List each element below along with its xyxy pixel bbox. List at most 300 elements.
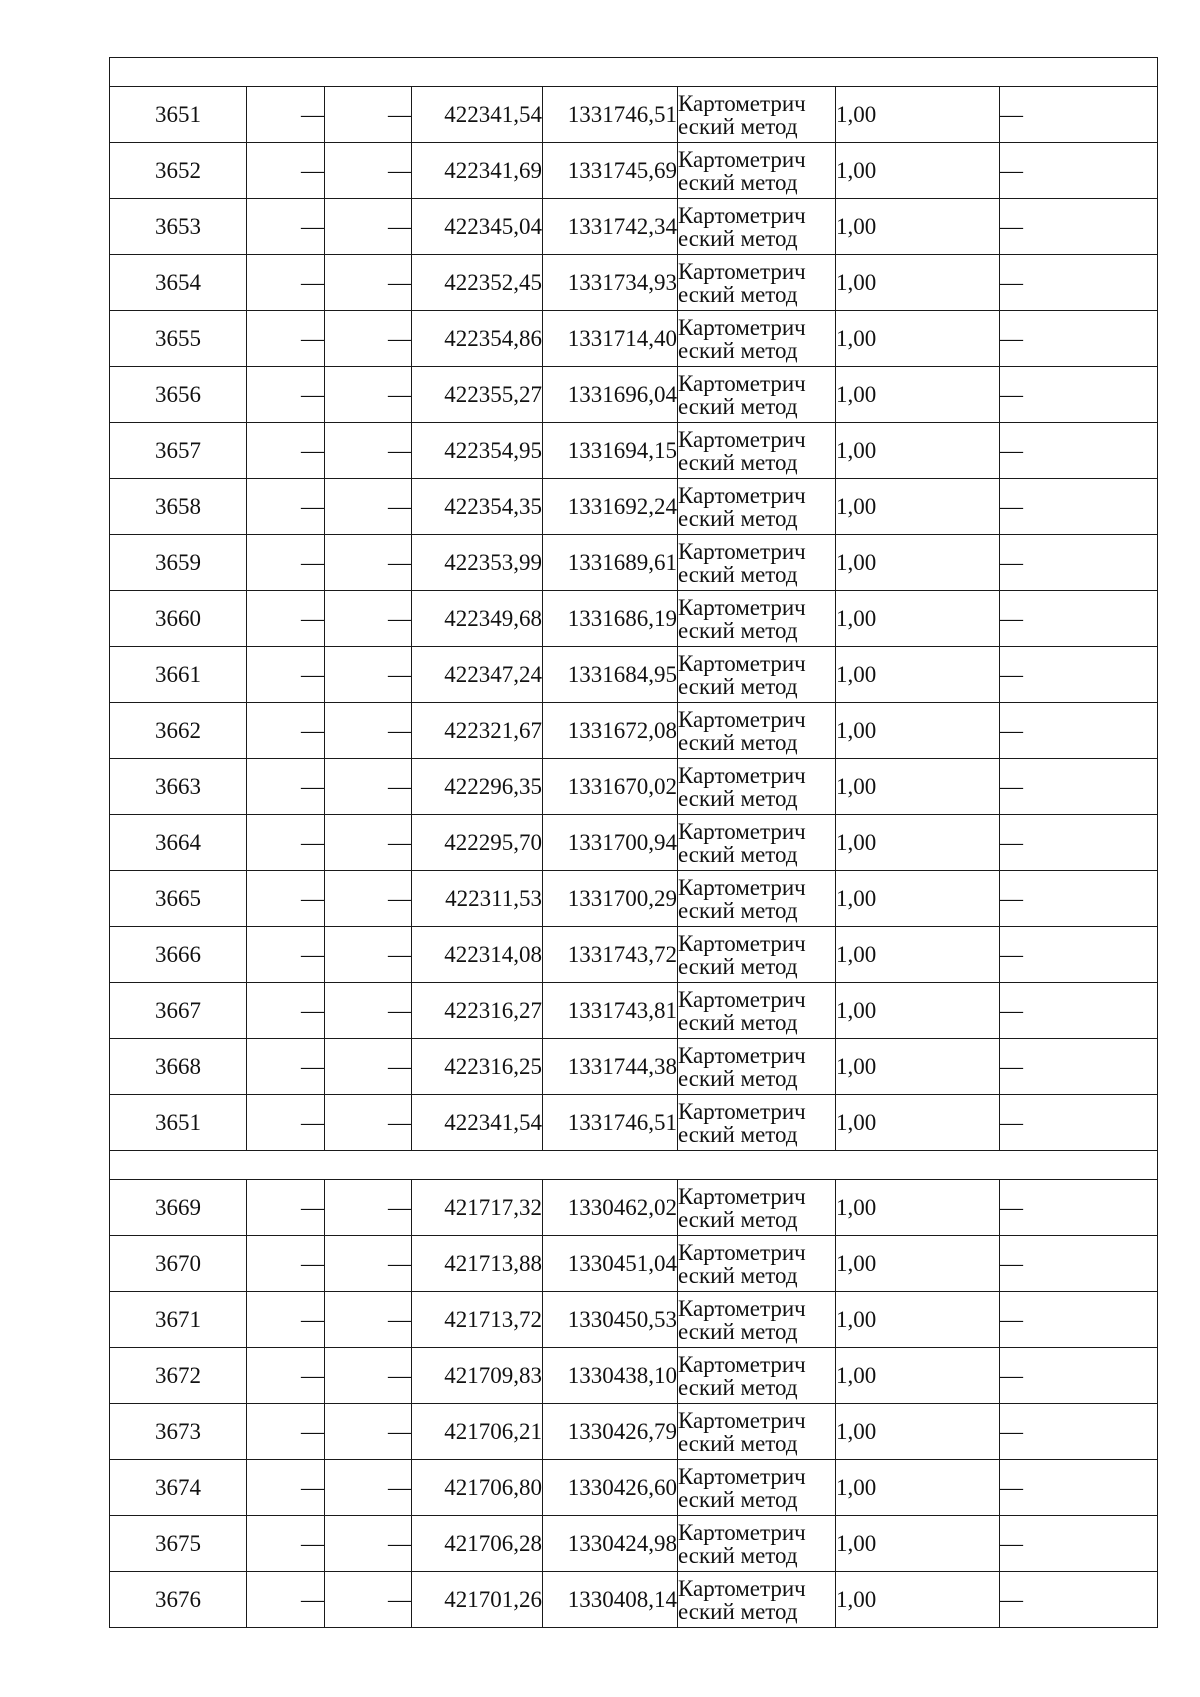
point-number-cell: 3657 <box>110 423 247 479</box>
dash-cell: — <box>325 1236 412 1292</box>
point-number-cell: 3664 <box>110 815 247 871</box>
method-line-1: Картометрич <box>678 818 806 844</box>
point-number-cell: 3669 <box>110 1180 247 1236</box>
note-cell: — <box>1000 815 1158 871</box>
dash-cell: — <box>325 1348 412 1404</box>
x-coordinate-cell: 422316,25 <box>412 1039 543 1095</box>
y-coordinate-cell: 1330424,98 <box>543 1516 678 1572</box>
y-coordinate-cell: 1331672,08 <box>543 703 678 759</box>
point-number-cell: 3654 <box>110 255 247 311</box>
method-cell <box>678 1572 836 1628</box>
method-line-1: Картометрич <box>678 762 806 788</box>
point-number-cell: 3651 <box>110 87 247 143</box>
x-coordinate-cell: 422354,95 <box>412 423 543 479</box>
method-line-2: еский метод <box>678 393 798 419</box>
point-number-cell: 3663 <box>110 759 247 815</box>
note-cell: — <box>1000 143 1158 199</box>
dash-cell: — <box>247 1180 325 1236</box>
dash-cell: — <box>247 1039 325 1095</box>
y-coordinate-cell: 1331734,93 <box>543 255 678 311</box>
dash-cell: — <box>325 255 412 311</box>
point-number-cell: 3674 <box>110 1460 247 1516</box>
point-number-cell: 3673 <box>110 1404 247 1460</box>
table-row <box>110 479 1158 535</box>
note-cell: — <box>1000 479 1158 535</box>
method-cell <box>678 311 836 367</box>
dash-cell: — <box>247 1348 325 1404</box>
accuracy-cell: 1,00 <box>836 1460 1000 1516</box>
table-row <box>110 367 1158 423</box>
coordinates-table <box>109 57 1158 1628</box>
accuracy-cell: 1,00 <box>836 703 1000 759</box>
accuracy-cell: 1,00 <box>836 255 1000 311</box>
dash-cell: — <box>247 703 325 759</box>
note-cell: — <box>1000 311 1158 367</box>
table-row <box>110 1460 1158 1516</box>
x-coordinate-cell: 421701,26 <box>412 1572 543 1628</box>
table-row <box>110 703 1158 759</box>
method-line-1: Картометрич <box>678 90 806 116</box>
section-separator-cell <box>110 1151 1158 1180</box>
y-coordinate-cell: 1331670,02 <box>543 759 678 815</box>
method-cell <box>678 479 836 535</box>
dash-cell: — <box>325 927 412 983</box>
method-cell <box>678 871 836 927</box>
note-cell: — <box>1000 1180 1158 1236</box>
x-coordinate-cell: 422353,99 <box>412 535 543 591</box>
method-line-2: еский метод <box>678 785 798 811</box>
method-line-2: еский метод <box>678 505 798 531</box>
method-line-1: Картометрич <box>678 706 806 732</box>
accuracy-cell: 1,00 <box>836 1348 1000 1404</box>
note-cell: — <box>1000 1039 1158 1095</box>
method-cell <box>678 1292 836 1348</box>
method-line-1: Картометрич <box>678 314 806 340</box>
method-line-1: Картометрич <box>678 1407 806 1433</box>
accuracy-cell: 1,00 <box>836 1180 1000 1236</box>
point-number-cell: 3651 <box>110 1095 247 1151</box>
dash-cell: — <box>247 759 325 815</box>
x-coordinate-cell: 421717,32 <box>412 1180 543 1236</box>
dash-cell: — <box>247 1236 325 1292</box>
method-line-2: еский метод <box>678 561 798 587</box>
dash-cell: — <box>247 367 325 423</box>
dash-cell: — <box>325 1292 412 1348</box>
point-number-cell: 3662 <box>110 703 247 759</box>
accuracy-cell: 1,00 <box>836 1095 1000 1151</box>
dash-cell: — <box>247 927 325 983</box>
y-coordinate-cell: 1331700,94 <box>543 815 678 871</box>
method-line-1: Картометрич <box>678 874 806 900</box>
y-coordinate-cell: 1331684,95 <box>543 647 678 703</box>
document-page <box>109 57 1157 1628</box>
y-coordinate-cell: 1331744,38 <box>543 1039 678 1095</box>
point-number-cell: 3659 <box>110 535 247 591</box>
dash-cell: — <box>325 423 412 479</box>
x-coordinate-cell: 421706,80 <box>412 1460 543 1516</box>
accuracy-cell: 1,00 <box>836 647 1000 703</box>
table-row <box>110 1095 1158 1151</box>
section-separator-row <box>110 1151 1158 1180</box>
method-line-2: еский метод <box>678 449 798 475</box>
y-coordinate-cell: 1331746,51 <box>543 87 678 143</box>
table-row <box>110 815 1158 871</box>
y-coordinate-cell: 1331700,29 <box>543 871 678 927</box>
method-line-2: еский метод <box>678 1009 798 1035</box>
x-coordinate-cell: 422354,86 <box>412 311 543 367</box>
dash-cell: — <box>247 535 325 591</box>
dash-cell: — <box>247 1292 325 1348</box>
point-number-cell: 3671 <box>110 1292 247 1348</box>
dash-cell: — <box>247 255 325 311</box>
accuracy-cell: 1,00 <box>836 1292 1000 1348</box>
dash-cell: — <box>247 143 325 199</box>
accuracy-cell: 1,00 <box>836 199 1000 255</box>
method-line-2: еский метод <box>678 1542 798 1568</box>
point-number-cell: 3668 <box>110 1039 247 1095</box>
x-coordinate-cell: 422354,35 <box>412 479 543 535</box>
table-row <box>110 1180 1158 1236</box>
note-cell: — <box>1000 1236 1158 1292</box>
accuracy-cell: 1,00 <box>836 591 1000 647</box>
x-coordinate-cell: 422355,27 <box>412 367 543 423</box>
method-cell <box>678 1460 836 1516</box>
dash-cell: — <box>325 703 412 759</box>
method-cell <box>678 199 836 255</box>
method-line-1: Картометрич <box>678 538 806 564</box>
y-coordinate-cell: 1330462,02 <box>543 1180 678 1236</box>
accuracy-cell: 1,00 <box>836 143 1000 199</box>
note-cell: — <box>1000 1292 1158 1348</box>
method-cell <box>678 143 836 199</box>
x-coordinate-cell: 421709,83 <box>412 1348 543 1404</box>
method-line-2: еский метод <box>678 1318 798 1344</box>
y-coordinate-cell: 1330408,14 <box>543 1572 678 1628</box>
y-coordinate-cell: 1331745,69 <box>543 143 678 199</box>
method-line-2: еский метод <box>678 1486 798 1512</box>
method-line-2: еский метод <box>678 897 798 923</box>
point-number-cell: 3652 <box>110 143 247 199</box>
method-line-1: Картометрич <box>678 1519 806 1545</box>
table-row <box>110 871 1158 927</box>
method-line-1: Картометрич <box>678 258 806 284</box>
note-cell: — <box>1000 591 1158 647</box>
x-coordinate-cell: 422341,54 <box>412 1095 543 1151</box>
dash-cell: — <box>247 1404 325 1460</box>
note-cell: — <box>1000 1348 1158 1404</box>
dash-cell: — <box>247 199 325 255</box>
point-number-cell: 3666 <box>110 927 247 983</box>
accuracy-cell: 1,00 <box>836 1516 1000 1572</box>
method-cell <box>678 1516 836 1572</box>
x-coordinate-cell: 422311,53 <box>412 871 543 927</box>
method-line-2: еский метод <box>678 729 798 755</box>
dash-cell: — <box>325 983 412 1039</box>
dash-cell: — <box>247 1460 325 1516</box>
dash-cell: — <box>325 591 412 647</box>
accuracy-cell: 1,00 <box>836 367 1000 423</box>
y-coordinate-cell: 1330438,10 <box>543 1348 678 1404</box>
y-coordinate-cell: 1331689,61 <box>543 535 678 591</box>
dash-cell: — <box>247 311 325 367</box>
dash-cell: — <box>325 759 412 815</box>
accuracy-cell: 1,00 <box>836 871 1000 927</box>
note-cell: — <box>1000 703 1158 759</box>
point-number-cell: 3655 <box>110 311 247 367</box>
x-coordinate-cell: 421713,88 <box>412 1236 543 1292</box>
note-cell: — <box>1000 983 1158 1039</box>
table-row <box>110 1039 1158 1095</box>
point-number-cell: 3658 <box>110 479 247 535</box>
accuracy-cell: 1,00 <box>836 423 1000 479</box>
method-line-1: Картометрич <box>678 1295 806 1321</box>
method-cell <box>678 983 836 1039</box>
method-cell <box>678 927 836 983</box>
method-cell <box>678 255 836 311</box>
accuracy-cell: 1,00 <box>836 87 1000 143</box>
y-coordinate-cell: 1330426,79 <box>543 1404 678 1460</box>
method-line-2: еский метод <box>678 169 798 195</box>
method-cell <box>678 1236 836 1292</box>
point-number-cell: 3665 <box>110 871 247 927</box>
x-coordinate-cell: 422352,45 <box>412 255 543 311</box>
method-line-1: Картометрич <box>678 986 806 1012</box>
method-line-1: Картометрич <box>678 1575 806 1601</box>
table-row <box>110 255 1158 311</box>
dash-cell: — <box>247 479 325 535</box>
dash-cell: — <box>325 479 412 535</box>
x-coordinate-cell: 422295,70 <box>412 815 543 871</box>
method-line-1: Картометрич <box>678 426 806 452</box>
table-row <box>110 1236 1158 1292</box>
accuracy-cell: 1,00 <box>836 1404 1000 1460</box>
note-cell: — <box>1000 255 1158 311</box>
accuracy-cell: 1,00 <box>836 983 1000 1039</box>
dash-cell: — <box>247 423 325 479</box>
x-coordinate-cell: 422345,04 <box>412 199 543 255</box>
x-coordinate-cell: 422296,35 <box>412 759 543 815</box>
x-coordinate-cell: 421713,72 <box>412 1292 543 1348</box>
note-cell: — <box>1000 647 1158 703</box>
y-coordinate-cell: 1331743,81 <box>543 983 678 1039</box>
x-coordinate-cell: 422349,68 <box>412 591 543 647</box>
table-row <box>110 87 1158 143</box>
method-line-1: Картометрич <box>678 202 806 228</box>
dash-cell: — <box>325 815 412 871</box>
dash-cell: — <box>247 1516 325 1572</box>
table-row <box>110 647 1158 703</box>
method-line-1: Картометрич <box>678 650 806 676</box>
dash-cell: — <box>247 815 325 871</box>
y-coordinate-cell: 1331696,04 <box>543 367 678 423</box>
method-cell <box>678 1180 836 1236</box>
point-number-cell: 3661 <box>110 647 247 703</box>
x-coordinate-cell: 422316,27 <box>412 983 543 1039</box>
note-cell: — <box>1000 759 1158 815</box>
point-number-cell: 3667 <box>110 983 247 1039</box>
point-number-cell: 3660 <box>110 591 247 647</box>
point-number-cell: 3676 <box>110 1572 247 1628</box>
method-cell <box>678 759 836 815</box>
accuracy-cell: 1,00 <box>836 1572 1000 1628</box>
y-coordinate-cell: 1331746,51 <box>543 1095 678 1151</box>
table-row <box>110 1572 1158 1628</box>
method-line-1: Картометрич <box>678 1098 806 1124</box>
y-coordinate-cell: 1331743,72 <box>543 927 678 983</box>
note-cell: — <box>1000 423 1158 479</box>
method-cell <box>678 815 836 871</box>
method-cell <box>678 647 836 703</box>
method-line-2: еский метод <box>678 953 798 979</box>
table-row <box>110 927 1158 983</box>
dash-cell: — <box>247 87 325 143</box>
note-cell: — <box>1000 87 1158 143</box>
method-line-1: Картометрич <box>678 594 806 620</box>
table-row <box>110 1404 1158 1460</box>
dash-cell: — <box>325 647 412 703</box>
method-line-1: Картометрич <box>678 1463 806 1489</box>
method-line-2: еский метод <box>678 841 798 867</box>
point-number-cell: 3670 <box>110 1236 247 1292</box>
table-row <box>110 535 1158 591</box>
section-separator-row <box>110 58 1158 87</box>
x-coordinate-cell: 421706,28 <box>412 1516 543 1572</box>
note-cell: — <box>1000 1572 1158 1628</box>
dash-cell: — <box>247 983 325 1039</box>
method-line-2: еский метод <box>678 1598 798 1624</box>
method-line-1: Картометрич <box>678 482 806 508</box>
method-line-2: еский метод <box>678 1374 798 1400</box>
accuracy-cell: 1,00 <box>836 1236 1000 1292</box>
dash-cell: — <box>325 871 412 927</box>
method-cell <box>678 87 836 143</box>
dash-cell: — <box>247 1095 325 1151</box>
accuracy-cell: 1,00 <box>836 535 1000 591</box>
method-line-2: еский метод <box>678 673 798 699</box>
section-separator-cell <box>110 58 1158 87</box>
point-number-cell: 3672 <box>110 1348 247 1404</box>
table-row <box>110 1516 1158 1572</box>
table-row <box>110 143 1158 199</box>
dash-cell: — <box>325 1516 412 1572</box>
method-cell <box>678 535 836 591</box>
table-row <box>110 1348 1158 1404</box>
table-row <box>110 311 1158 367</box>
dash-cell: — <box>247 647 325 703</box>
note-cell: — <box>1000 871 1158 927</box>
method-line-2: еский метод <box>678 617 798 643</box>
dash-cell: — <box>325 1095 412 1151</box>
method-line-2: еский метод <box>678 1262 798 1288</box>
dash-cell: — <box>325 143 412 199</box>
method-cell <box>678 1348 836 1404</box>
method-cell <box>678 423 836 479</box>
x-coordinate-cell: 422321,67 <box>412 703 543 759</box>
note-cell: — <box>1000 927 1158 983</box>
method-line-1: Картометрич <box>678 1042 806 1068</box>
dash-cell: — <box>247 871 325 927</box>
note-cell: — <box>1000 1516 1158 1572</box>
y-coordinate-cell: 1331714,40 <box>543 311 678 367</box>
x-coordinate-cell: 422341,54 <box>412 87 543 143</box>
dash-cell: — <box>325 199 412 255</box>
dash-cell: — <box>325 1180 412 1236</box>
method-line-1: Картометрич <box>678 1183 806 1209</box>
note-cell: — <box>1000 367 1158 423</box>
dash-cell: — <box>325 1572 412 1628</box>
accuracy-cell: 1,00 <box>836 759 1000 815</box>
point-number-cell: 3656 <box>110 367 247 423</box>
dash-cell: — <box>247 591 325 647</box>
method-line-2: еский метод <box>678 1065 798 1091</box>
table-row <box>110 759 1158 815</box>
y-coordinate-cell: 1331694,15 <box>543 423 678 479</box>
accuracy-cell: 1,00 <box>836 479 1000 535</box>
dash-cell: — <box>325 87 412 143</box>
method-cell <box>678 1039 836 1095</box>
point-number-cell: 3653 <box>110 199 247 255</box>
accuracy-cell: 1,00 <box>836 1039 1000 1095</box>
accuracy-cell: 1,00 <box>836 815 1000 871</box>
method-line-2: еский метод <box>678 1430 798 1456</box>
dash-cell: — <box>325 535 412 591</box>
method-line-2: еский метод <box>678 281 798 307</box>
y-coordinate-cell: 1331692,24 <box>543 479 678 535</box>
method-line-2: еский метод <box>678 113 798 139</box>
x-coordinate-cell: 421706,21 <box>412 1404 543 1460</box>
table-row <box>110 591 1158 647</box>
method-line-1: Картометрич <box>678 930 806 956</box>
method-line-1: Картометрич <box>678 146 806 172</box>
note-cell: — <box>1000 1460 1158 1516</box>
x-coordinate-cell: 422347,24 <box>412 647 543 703</box>
accuracy-cell: 1,00 <box>836 927 1000 983</box>
dash-cell: — <box>325 1039 412 1095</box>
method-line-1: Картометрич <box>678 1351 806 1377</box>
table-row <box>110 1292 1158 1348</box>
y-coordinate-cell: 1331742,34 <box>543 199 678 255</box>
dash-cell: — <box>325 1460 412 1516</box>
method-cell <box>678 591 836 647</box>
table-row <box>110 199 1158 255</box>
x-coordinate-cell: 422341,69 <box>412 143 543 199</box>
method-line-2: еский метод <box>678 1121 798 1147</box>
dash-cell: — <box>325 367 412 423</box>
table-row <box>110 423 1158 479</box>
y-coordinate-cell: 1330450,53 <box>543 1292 678 1348</box>
point-number-cell: 3675 <box>110 1516 247 1572</box>
dash-cell: — <box>325 311 412 367</box>
dash-cell: — <box>325 1404 412 1460</box>
method-line-2: еский метод <box>678 225 798 251</box>
method-cell <box>678 1095 836 1151</box>
method-line-1: Картометрич <box>678 1239 806 1265</box>
y-coordinate-cell: 1331686,19 <box>543 591 678 647</box>
accuracy-cell: 1,00 <box>836 311 1000 367</box>
method-line-2: еский метод <box>678 337 798 363</box>
method-line-1: Картометрич <box>678 370 806 396</box>
x-coordinate-cell: 422314,08 <box>412 927 543 983</box>
coordinates-table-body <box>110 58 1158 1628</box>
note-cell: — <box>1000 1095 1158 1151</box>
method-cell <box>678 703 836 759</box>
y-coordinate-cell: 1330426,60 <box>543 1460 678 1516</box>
note-cell: — <box>1000 535 1158 591</box>
y-coordinate-cell: 1330451,04 <box>543 1236 678 1292</box>
method-cell <box>678 1404 836 1460</box>
note-cell: — <box>1000 1404 1158 1460</box>
table-row <box>110 983 1158 1039</box>
